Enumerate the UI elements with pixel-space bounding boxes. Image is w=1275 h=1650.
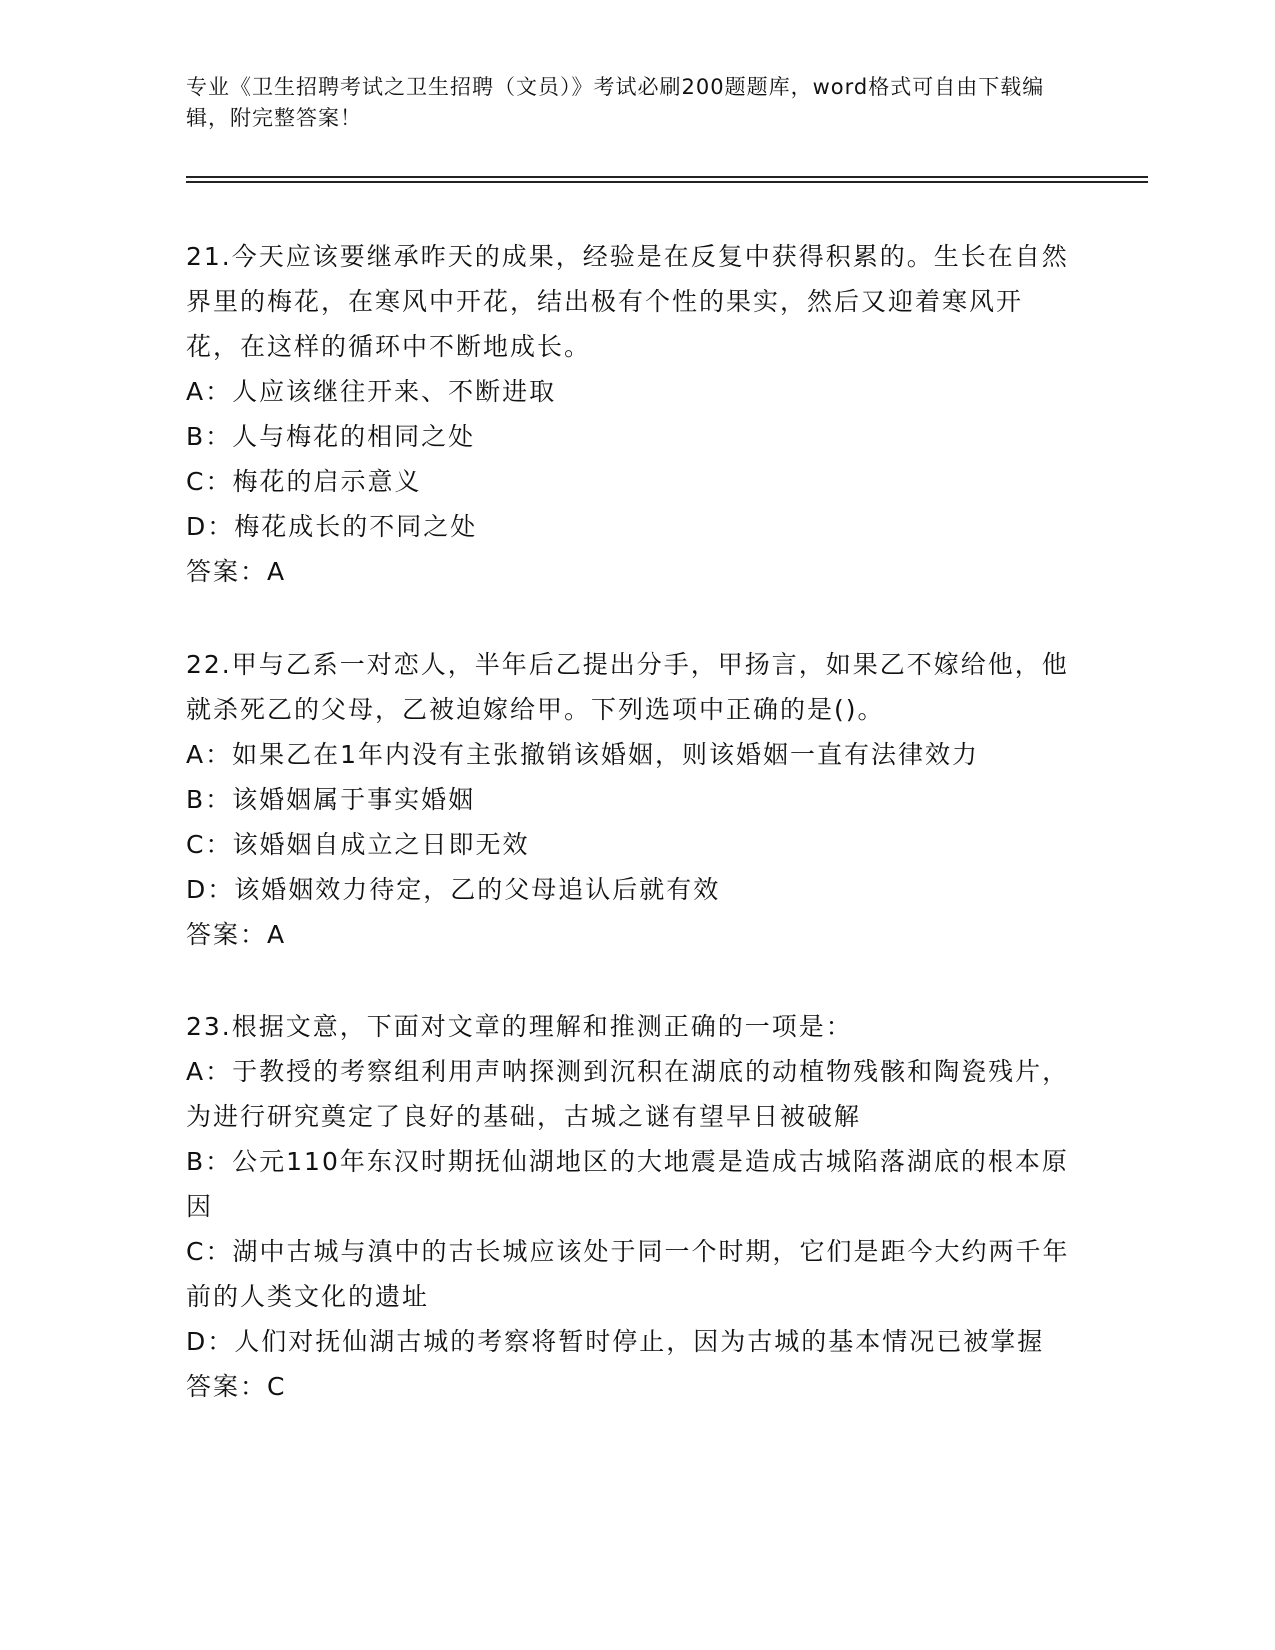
option-c: C：湖中古城与滇中的古长城应该处于同一个时期，它们是距今大约两千年前的人类文化的遗址	[186, 1237, 1070, 1311]
question-21	[186, 234, 1076, 595]
header-divider-top	[186, 176, 1148, 178]
option-b: B：公元110年东汉时期抚仙湖地区的大地震是造成古城陷落湖底的根本原因	[186, 1147, 1069, 1221]
question-text: 23.根据文意，下面对文章的理解和推测正确的一项是：	[186, 1012, 853, 1041]
option-d: D：梅花成长的不同之处	[186, 512, 478, 541]
question-text: 22.甲与乙系一对恋人，半年后乙提出分手，甲扬言，如果乙不嫁给他，他就杀死乙的父母，乙被迫嫁给甲。下列选项中正确的是()。	[186, 650, 1069, 724]
answer: 答案：A	[186, 920, 287, 949]
option-b: B：人与梅花的相同之处	[186, 422, 476, 451]
option-b: B：该婚姻属于事实婚姻	[186, 785, 476, 814]
header-divider-bottom	[186, 181, 1148, 183]
answer: 答案：A	[186, 557, 287, 586]
option-a: A：人应该继往开来、不断进取	[186, 377, 557, 406]
option-a: A：如果乙在1年内没有主张撤销该婚姻，则该婚姻一直有法律效力	[186, 740, 980, 769]
question-text: 21.今天应该要继承昨天的成果，经验是在反复中获得积累的。生长在自然界里的梅花，在寒风中开花，结出极有个性的果实，然后又迎着寒风开花，在这样的循环中不断地成长。	[186, 242, 1069, 361]
option-a: A：于教授的考察组利用声呐探测到沉积在湖底的动植物残骸和陶瓷残片，为进行研究奠定了良好的基础，古城之谜有望早日被破解	[186, 1057, 1070, 1131]
question-23	[186, 1004, 1076, 1410]
answer: 答案：C	[186, 1372, 287, 1401]
option-c: C：梅花的启示意义	[186, 467, 422, 496]
option-c: C：该婚姻自成立之日即无效	[186, 830, 530, 859]
document-header: 专业《卫生招聘考试之卫生招聘（文员）》考试必刷200题题库，word格式可自由下载编辑，附完整答案！	[186, 75, 1045, 130]
question-22	[186, 642, 1076, 958]
option-d: D：该婚姻效力待定，乙的父母追认后就有效	[186, 875, 721, 904]
option-d: D：人们对抚仙湖古城的考察将暂时停止，因为古城的基本情况已被掌握	[186, 1327, 1045, 1356]
